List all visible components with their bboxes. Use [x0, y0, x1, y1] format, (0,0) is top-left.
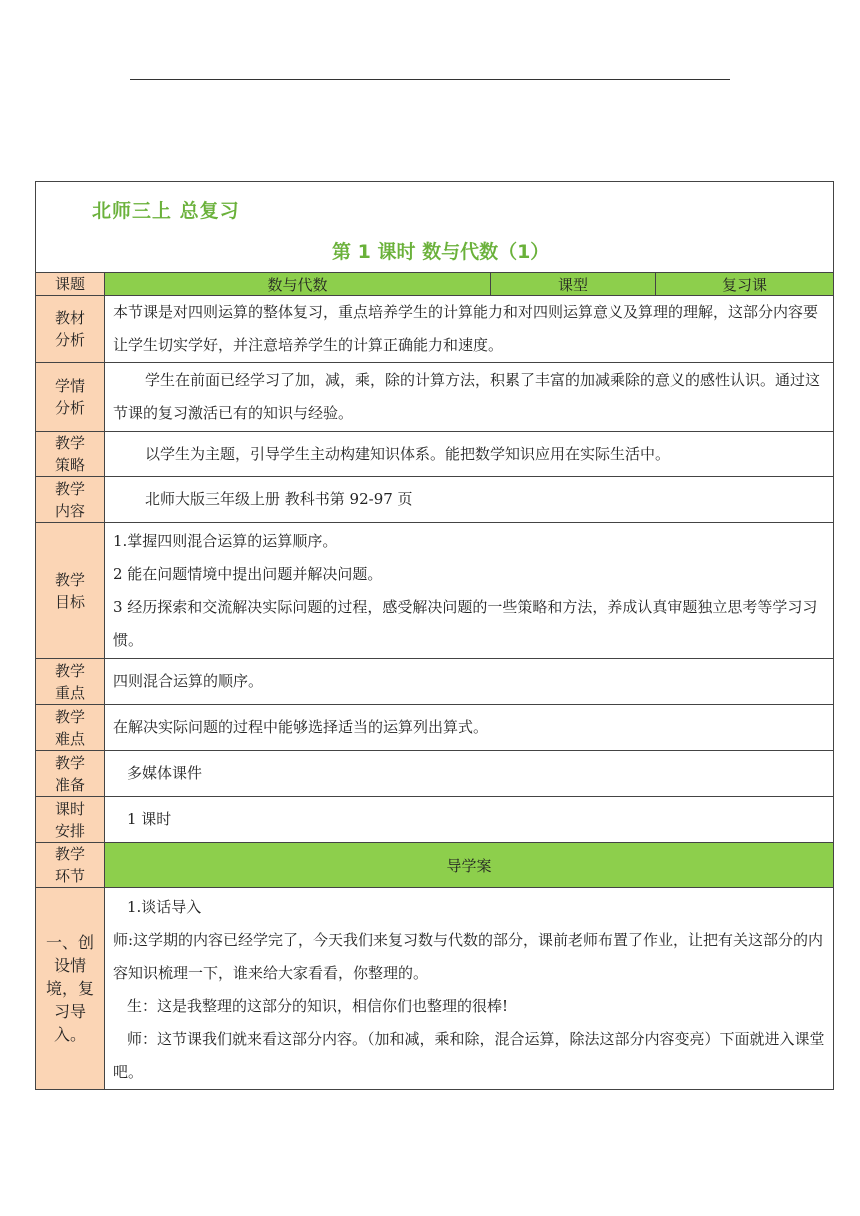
goals-label-text: 教学目标 — [54, 570, 85, 611]
goals-label — [36, 523, 105, 659]
content-label — [36, 477, 105, 523]
stage1-label-text: 一、创设情境，复习导入。 — [45, 933, 94, 1044]
topic-value: 数与代数 — [105, 273, 491, 296]
section-label — [36, 843, 105, 888]
hours-text: 1 课时 — [105, 797, 834, 843]
stage1-label — [36, 888, 105, 1090]
stage1-line: 生：这是我整理的这部分的知识，相信你们也整理的很棒! — [127, 996, 509, 1015]
stage1-line: 师：这节课我们就来看这部分内容。（加和减，乘和除，混合运算，除法这部分内容变亮）下面就进入课堂吧。 — [113, 1029, 825, 1081]
header-cell — [36, 182, 834, 273]
stage1-line: 1.谈话导入 — [127, 897, 202, 916]
goal-item: 3 经历探索和交流解决实际问题的过程，感受解决问题的一些策略和方法，养成认真审题独立思考等学习习惯。 — [113, 597, 818, 649]
material-label-text: 教材分析 — [54, 309, 85, 349]
hours-label — [36, 797, 105, 843]
stage1-text — [105, 888, 834, 1090]
section-value: 导学案 — [105, 843, 834, 888]
type-label: 课型 — [491, 273, 656, 296]
difficulty-label-text: 教学难点 — [54, 707, 85, 748]
series-title: 北师三上 总复习 — [92, 200, 240, 222]
goal-item: 2 能在问题情境中提出问题并解决问题。 — [113, 564, 383, 583]
section-label-text: 教学环节 — [54, 845, 85, 885]
type-value: 复习课 — [656, 273, 834, 296]
top-rule — [130, 79, 730, 80]
difficulty-label — [36, 705, 105, 751]
preparation-label-text: 教学准备 — [54, 753, 85, 794]
strategy-label — [36, 432, 105, 477]
students-label — [36, 363, 105, 432]
students-label-text: 学情分析 — [54, 377, 85, 417]
content-label-text: 教学内容 — [54, 479, 85, 520]
hours-label-text: 课时安排 — [54, 799, 85, 840]
difficulty-text: 在解决实际问题的过程中能够选择适当的运算列出算式。 — [105, 705, 834, 751]
preparation-text: 多媒体课件 — [105, 751, 834, 797]
preparation-label — [36, 751, 105, 797]
key-point-label-text: 教学重点 — [54, 661, 85, 702]
stage1-line: 师:这学期的内容已经学完了，今天我们来复习数与代数的部分，课前老师布置了作业，让把有关这部分的内容知识梳理一下，谁来给大家看看，你整理的。 — [113, 930, 824, 982]
lesson-plan-table — [35, 181, 834, 1090]
goals-list — [105, 523, 834, 659]
strategy-label-text: 教学策略 — [54, 434, 85, 474]
strategy-text: 以学生为主题，引导学生主动构建知识体系。能把数学知识应用在实际生活中。 — [105, 432, 834, 477]
key-point-text: 四则混合运算的顺序。 — [105, 659, 834, 705]
material-text: 本节课是对四则运算的整体复习，重点培养学生的计算能力和对四则运算意义及算理的理解，这部分内容要让学生切实学好，并注意培养学生的计算正确能力和速度。 — [105, 296, 834, 363]
material-label — [36, 296, 105, 363]
key-point-label — [36, 659, 105, 705]
topic-label: 课题 — [36, 273, 105, 296]
students-text: 学生在前面已经学习了加，减，乘，除的计算方法，积累了丰富的加减乘除的意义的感性认识。通过这节课的复习激活已有的知识与经验。 — [105, 363, 834, 432]
lesson-title: 第 1 课时 数与代数（1） — [332, 241, 550, 263]
goal-item: 1.掌握四则混合运算的运算顺序。 — [113, 531, 338, 550]
content-text: 北师大版三年级上册 教科书第 92-97 页 — [105, 477, 834, 523]
